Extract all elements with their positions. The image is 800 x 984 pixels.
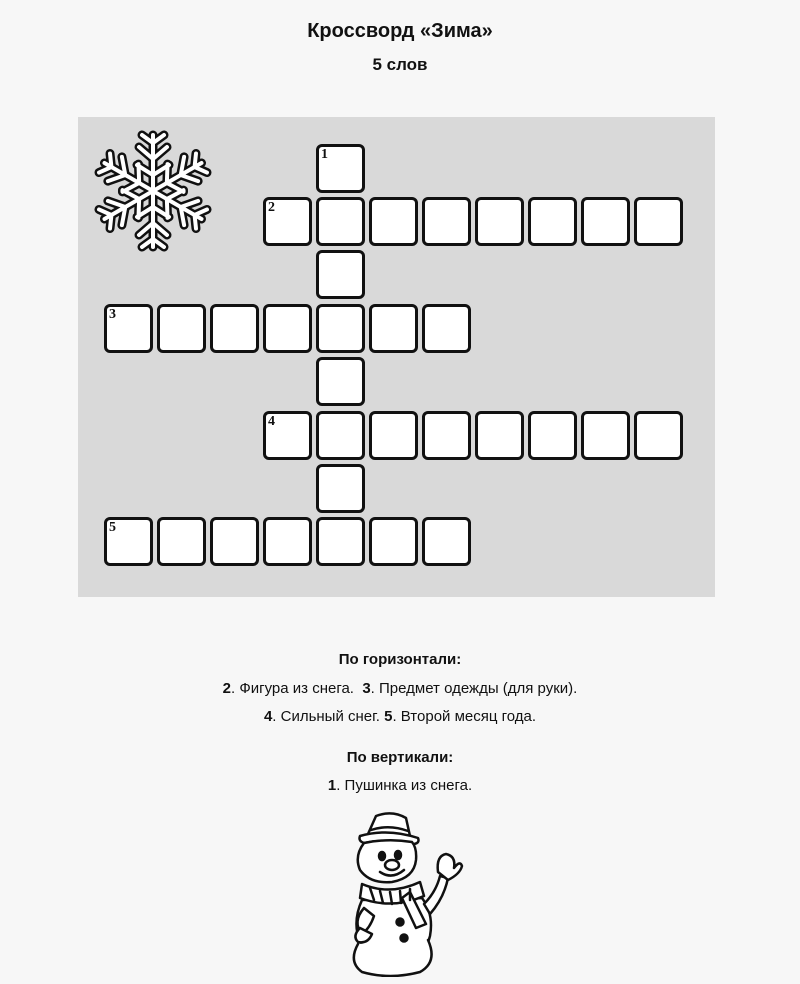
cell-3-3[interactable] <box>210 304 259 353</box>
cell-3-1[interactable] <box>104 304 153 353</box>
clue-number-3: 3 <box>109 307 116 322</box>
cell-4-7[interactable] <box>581 411 630 460</box>
snowman-illustration <box>340 812 465 977</box>
cell-5-3[interactable] <box>210 517 259 566</box>
clue-ref-4: 4 <box>263 708 273 725</box>
cell-2-4[interactable] <box>422 197 471 246</box>
cell-4-1[interactable] <box>263 411 312 460</box>
cell-4-8[interactable] <box>634 411 683 460</box>
across-heading: По горизонтали: <box>338 651 462 668</box>
clue-text-4: . Сильный снег. <box>272 708 380 725</box>
page-subtitle: 5 слов <box>372 55 428 74</box>
cell-3-2[interactable] <box>157 304 206 353</box>
clue-ref-2: 2 <box>222 680 231 697</box>
clue-number-2: 2 <box>268 200 275 215</box>
down-clues-line-1 <box>0 777 800 794</box>
cell-2-8[interactable] <box>634 197 683 246</box>
cell-2-2[interactable] <box>316 197 365 246</box>
across-clues-line-1 <box>0 680 800 697</box>
cell-2-6[interactable] <box>528 197 577 246</box>
cell-3-5[interactable] <box>316 304 365 353</box>
snowflake-icon <box>88 128 218 254</box>
down-heading: По вертикали: <box>346 749 454 766</box>
cell-4-6[interactable] <box>528 411 577 460</box>
cell-5-5[interactable] <box>316 517 365 566</box>
cell-4-5[interactable] <box>475 411 524 460</box>
cell-5-6[interactable] <box>369 517 418 566</box>
cell-5-1[interactable] <box>104 517 153 566</box>
cell-5-2[interactable] <box>157 517 206 566</box>
cell-3-7[interactable] <box>422 304 471 353</box>
cell-2-7[interactable] <box>581 197 630 246</box>
cell-4-3[interactable] <box>369 411 418 460</box>
cell-4-2[interactable] <box>316 411 365 460</box>
clue-text-3: . Предмет одежды (для руки). <box>370 680 578 697</box>
cell-1-5[interactable] <box>316 357 365 406</box>
cell-2-5[interactable] <box>475 197 524 246</box>
page-title: Кроссворд «Зима» <box>307 20 493 42</box>
cell-1-3[interactable] <box>316 250 365 299</box>
cell-1-7[interactable] <box>316 464 365 513</box>
cell-5-7[interactable] <box>422 517 471 566</box>
cell-1-1[interactable] <box>316 144 365 193</box>
across-clues-line-2 <box>0 708 800 725</box>
cell-2-3[interactable] <box>369 197 418 246</box>
cell-4-4[interactable] <box>422 411 471 460</box>
clue-text-1: . Пушинка из снега. <box>336 777 473 794</box>
clue-ref-1: 1 <box>327 777 337 794</box>
clue-number-4: 4 <box>268 414 275 429</box>
clue-ref-3: 3 <box>362 680 371 697</box>
cell-5-4[interactable] <box>263 517 312 566</box>
clue-text-5: . Второй месяц года. <box>392 708 537 725</box>
clue-ref-5: 5 <box>384 708 393 725</box>
cell-3-4[interactable] <box>263 304 312 353</box>
cell-2-1[interactable] <box>263 197 312 246</box>
clue-number-1: 1 <box>321 147 328 162</box>
clue-text-2: . Фигура из снега. <box>231 680 354 697</box>
cell-3-6[interactable] <box>369 304 418 353</box>
clue-number-5: 5 <box>109 520 116 535</box>
